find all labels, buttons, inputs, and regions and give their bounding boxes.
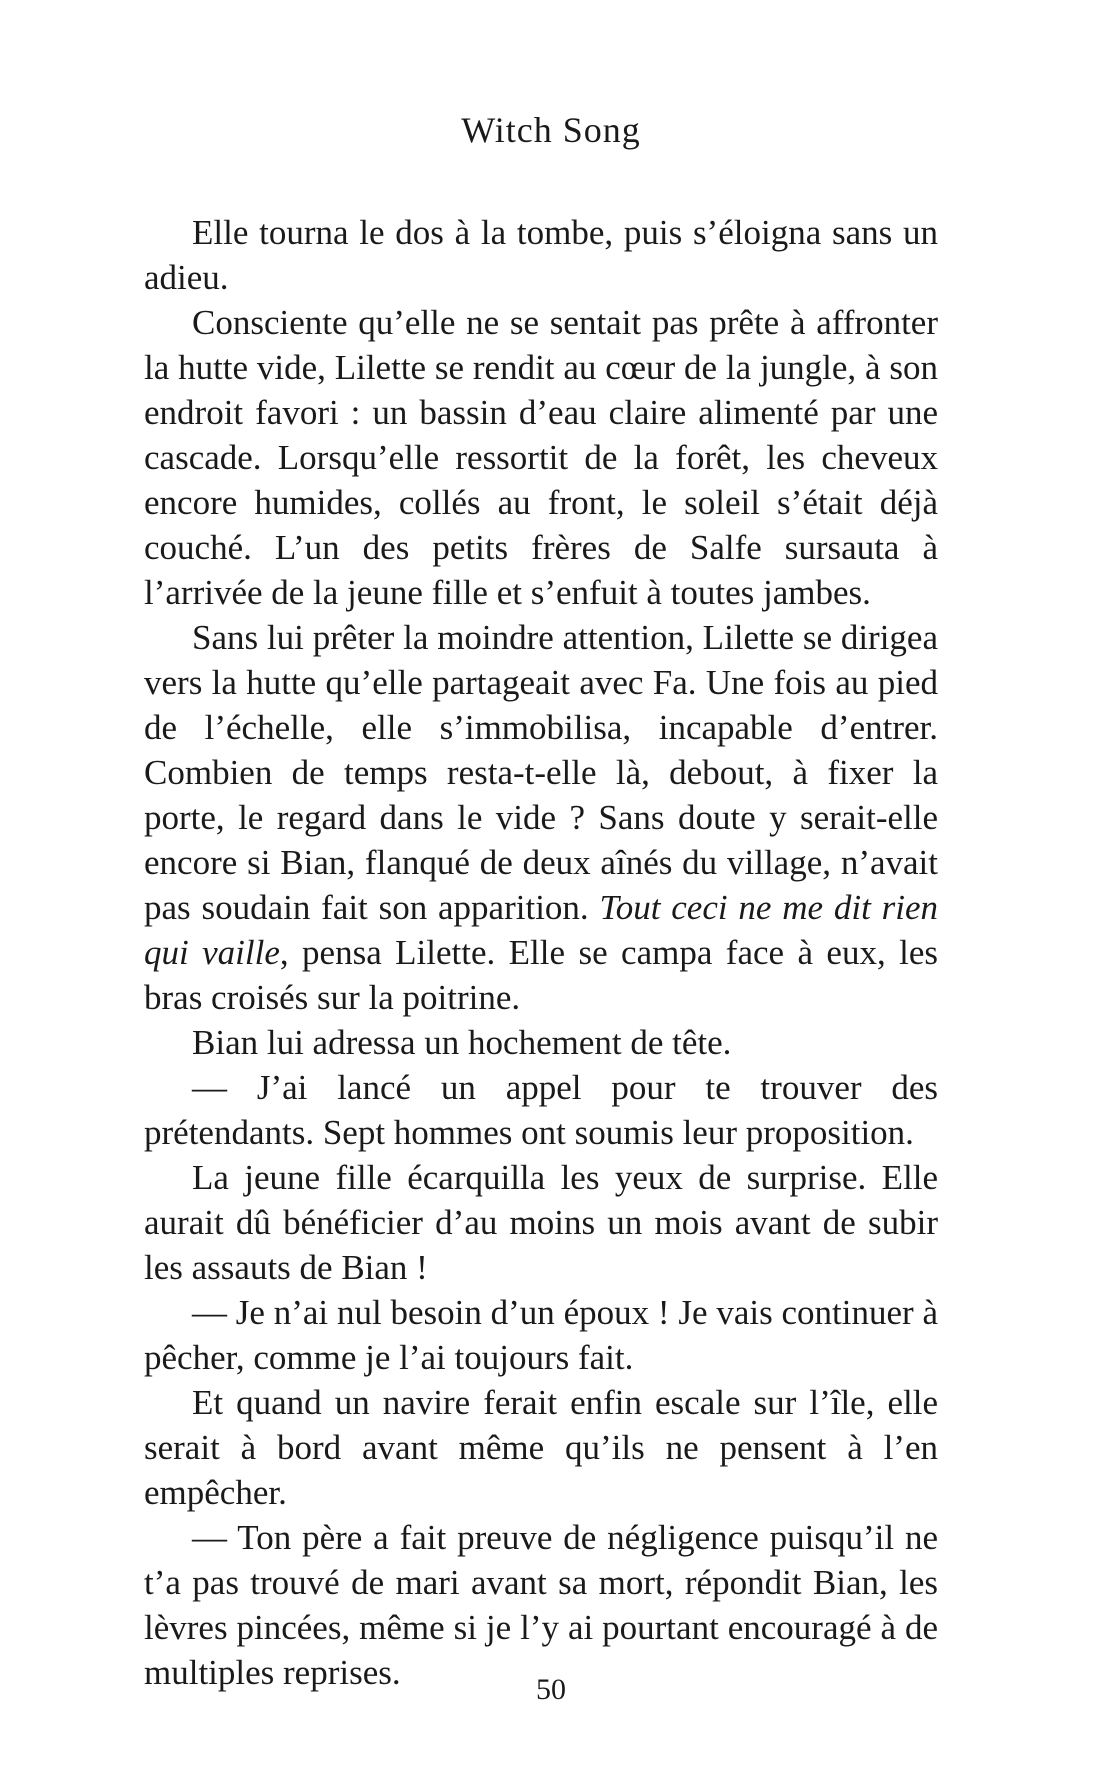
paragraph: Consciente qu’elle ne se sentait pas prête à affronter la hutte vide, Lilette se rendit au cœur de la jungle, à son endroit favori : un bassin d’eau claire alimenté par une cascade. Lorsqu’elle ressortit de la forêt, les cheveux encore humides, collés au front, le soleil s’était déjà couché. L’un des petits frères de Salfe sursauta à l’arrivée de la jeune fille et s’enfuit à toutes jambes. <box>144 303 938 612</box>
body-text <box>144 210 938 1695</box>
dialogue-paragraph: — Je n’ai nul besoin d’un époux ! Je vais continuer à pêcher, comme je l’ai toujours fait. <box>144 1293 938 1377</box>
paragraph: Et quand un navire ferait enfin escale sur l’île, elle serait à bord avant même qu’ils ne pensent à l’en empêcher. <box>144 1383 938 1512</box>
page-number: 50 <box>536 1673 566 1706</box>
dialogue-paragraph: — J’ai lancé un appel pour te trouver des prétendants. Sept hommes ont soumis leur proposition. <box>144 1068 938 1152</box>
paragraph: La jeune fille écarquilla les yeux de surprise. Elle aurait dû bénéficier d’au moins un mois avant de subir les assauts de Bian ! <box>144 1158 938 1287</box>
paragraph-text: , pensa Lilette. Elle se campa face à eux, les bras croisés sur la poitrine. <box>144 933 938 1017</box>
paragraph: Elle tourna le dos à la tombe, puis s’éloigna sans un adieu. <box>144 213 938 297</box>
running-head-title: Witch Song <box>461 110 641 150</box>
italic-thought: Tout ceci ne me dit rien qui vaille <box>144 888 938 972</box>
dialogue-paragraph: — Ton père a fait preuve de négligence puisqu’il ne t’a pas trouvé de mari avant sa mort, répondit Bian, les lèvres pincées, même si je l’y ai pourtant encouragé à de multiples reprises. <box>144 1518 938 1692</box>
paragraph-text: Sans lui prêter la moindre attention, Lilette se dirigea vers la hutte qu’elle partageait avec Fa. Une fois au pied de l’échelle, elle s’immobilisa, incapable d’entrer. Combien de temps resta-t-elle là, debout, à fixer la porte, le regard dans le vide ? Sans doute y serait-elle encore si Bian, flanqué de deux aînés du village, n’avait pas soudain fait son apparition. <box>144 618 938 927</box>
paragraph: Bian lui adressa un hochement de tête. <box>192 1023 732 1062</box>
paragraph <box>144 615 938 1020</box>
